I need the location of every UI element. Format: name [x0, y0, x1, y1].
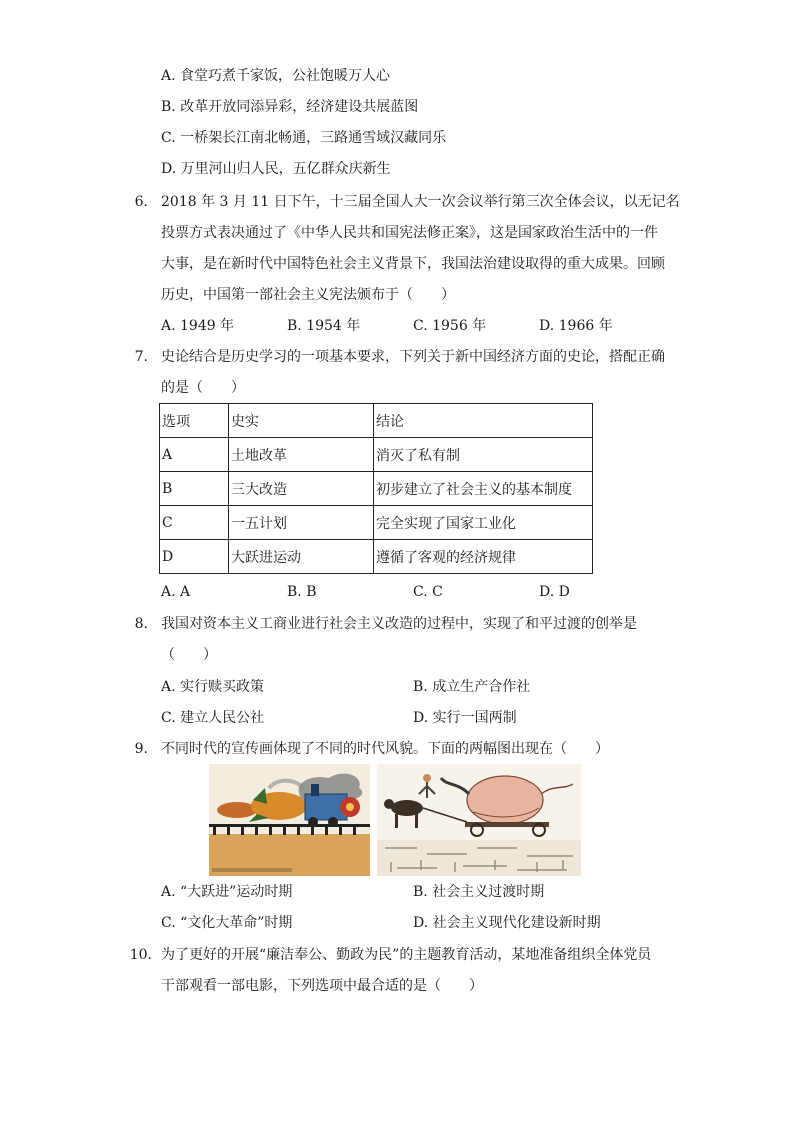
- q5-option-d: D. 万里河山归人民，五亿群众庆新生: [161, 161, 391, 177]
- q9-number: 9.: [134, 741, 148, 757]
- q9-option-d: D. 社会主义现代化建设新时期: [413, 915, 601, 931]
- table-cell: 遵循了客观的经济规律: [374, 540, 593, 574]
- q8-option-a: A. 实行赎买政策: [161, 679, 265, 695]
- table-cell: 大跃进运动: [229, 540, 374, 574]
- table-cell: 一五计划: [229, 506, 374, 540]
- q8-number: 8.: [134, 616, 148, 632]
- table-cell: D: [160, 540, 229, 574]
- propaganda-poster-ox-cart: [377, 764, 581, 876]
- table-cell: B: [160, 472, 229, 506]
- q8-stem-line-2: （ ）: [161, 647, 217, 663]
- table-row: [160, 540, 593, 574]
- q7-option-b: B. B: [287, 584, 317, 600]
- table-header-cell: 结论: [374, 404, 593, 438]
- q8-option-d: D. 实行一国两制: [413, 710, 517, 726]
- q6-option-b: B. 1954 年: [287, 318, 361, 334]
- q8-stem-line-1: 我国对资本主义工商业进行社会主义改造的过程中，实现了和平过渡的创举是: [161, 616, 637, 632]
- q7-stem-line-2: 的是（ ）: [161, 380, 245, 396]
- history-conclusion-table: [159, 403, 593, 574]
- q7-number: 7.: [134, 349, 148, 365]
- q7-option-d: D. D: [539, 584, 570, 600]
- table-cell: C: [160, 506, 229, 540]
- q8-option-c: C. 建立人民公社: [161, 710, 265, 726]
- q9-option-c: C. “文化大革命”时期: [161, 915, 293, 931]
- table-cell: A: [160, 438, 229, 472]
- table-cell: 初步建立了社会主义的基本制度: [374, 472, 593, 506]
- q6-number: 6.: [134, 194, 148, 210]
- table-row: [160, 438, 593, 472]
- q7-option-a: A. A: [161, 584, 191, 600]
- q6-stem-line-3: 大事，是在新时代中国特色社会主义背景下，我国法治建设取得的重大成果。回顾: [161, 256, 665, 272]
- table-row: [160, 472, 593, 506]
- propaganda-poster-corn-train: [209, 764, 370, 876]
- table-cell: 完全实现了国家工业化: [374, 506, 593, 540]
- q6-option-d: D. 1966 年: [539, 318, 613, 334]
- q6-option-c: C. 1956 年: [413, 318, 487, 334]
- q6-option-a: A. 1949 年: [161, 318, 235, 334]
- q5-option-b: B. 改革开放同添异彩，经济建设共展蓝图: [161, 99, 419, 115]
- q10-number: 10.: [129, 947, 152, 963]
- q9-option-a: A. “大跃进”运动时期: [161, 884, 293, 900]
- table-cell: 三大改造: [229, 472, 374, 506]
- q8-option-b: B. 成立生产合作社: [413, 679, 531, 695]
- q10-stem-line-1: 为了更好的开展“廉洁奉公、勤政为民”的主题教育活动，某地准备组织全体党员: [161, 947, 652, 963]
- q5-option-a: A. 食堂巧煮千家饭，公社饱暖万人心: [161, 68, 391, 84]
- q10-stem-line-2: 干部观看一部电影，下列选项中最合适的是（ ）: [161, 978, 483, 994]
- table-header-cell: 选项: [160, 404, 229, 438]
- table-header-cell: 史实: [229, 404, 374, 438]
- q7-option-c: C. C: [413, 584, 443, 600]
- table-cell: 消灭了私有制: [374, 438, 593, 472]
- table-header-row: [160, 404, 593, 438]
- q9-option-b: B. 社会主义过渡时期: [413, 884, 545, 900]
- table-cell: 土地改革: [229, 438, 374, 472]
- table-row: [160, 506, 593, 540]
- q6-stem-line-1: 2018 年 3 月 11 日下午，十三届全国人大一次会议举行第三次全体会议，以无记名: [161, 194, 680, 210]
- q5-option-c: C. 一桥架长江南北畅通，三路通雪域汉藏同乐: [161, 130, 447, 146]
- q6-stem-line-4: 历史，中国第一部社会主义宪法颁布于（ ）: [161, 287, 455, 303]
- q7-stem-line-1: 史论结合是历史学习的一项基本要求，下列关于新中国经济方面的史论，搭配正确: [161, 349, 665, 365]
- q9-stem-line-1: 不同时代的宣传画体现了不同的时代风貌。下面的两幅图出现在（ ）: [161, 741, 609, 757]
- q6-stem-line-2: 投票方式表决通过了《中华人民共和国宪法修正案》，这是国家政治生活中的一件: [161, 225, 658, 241]
